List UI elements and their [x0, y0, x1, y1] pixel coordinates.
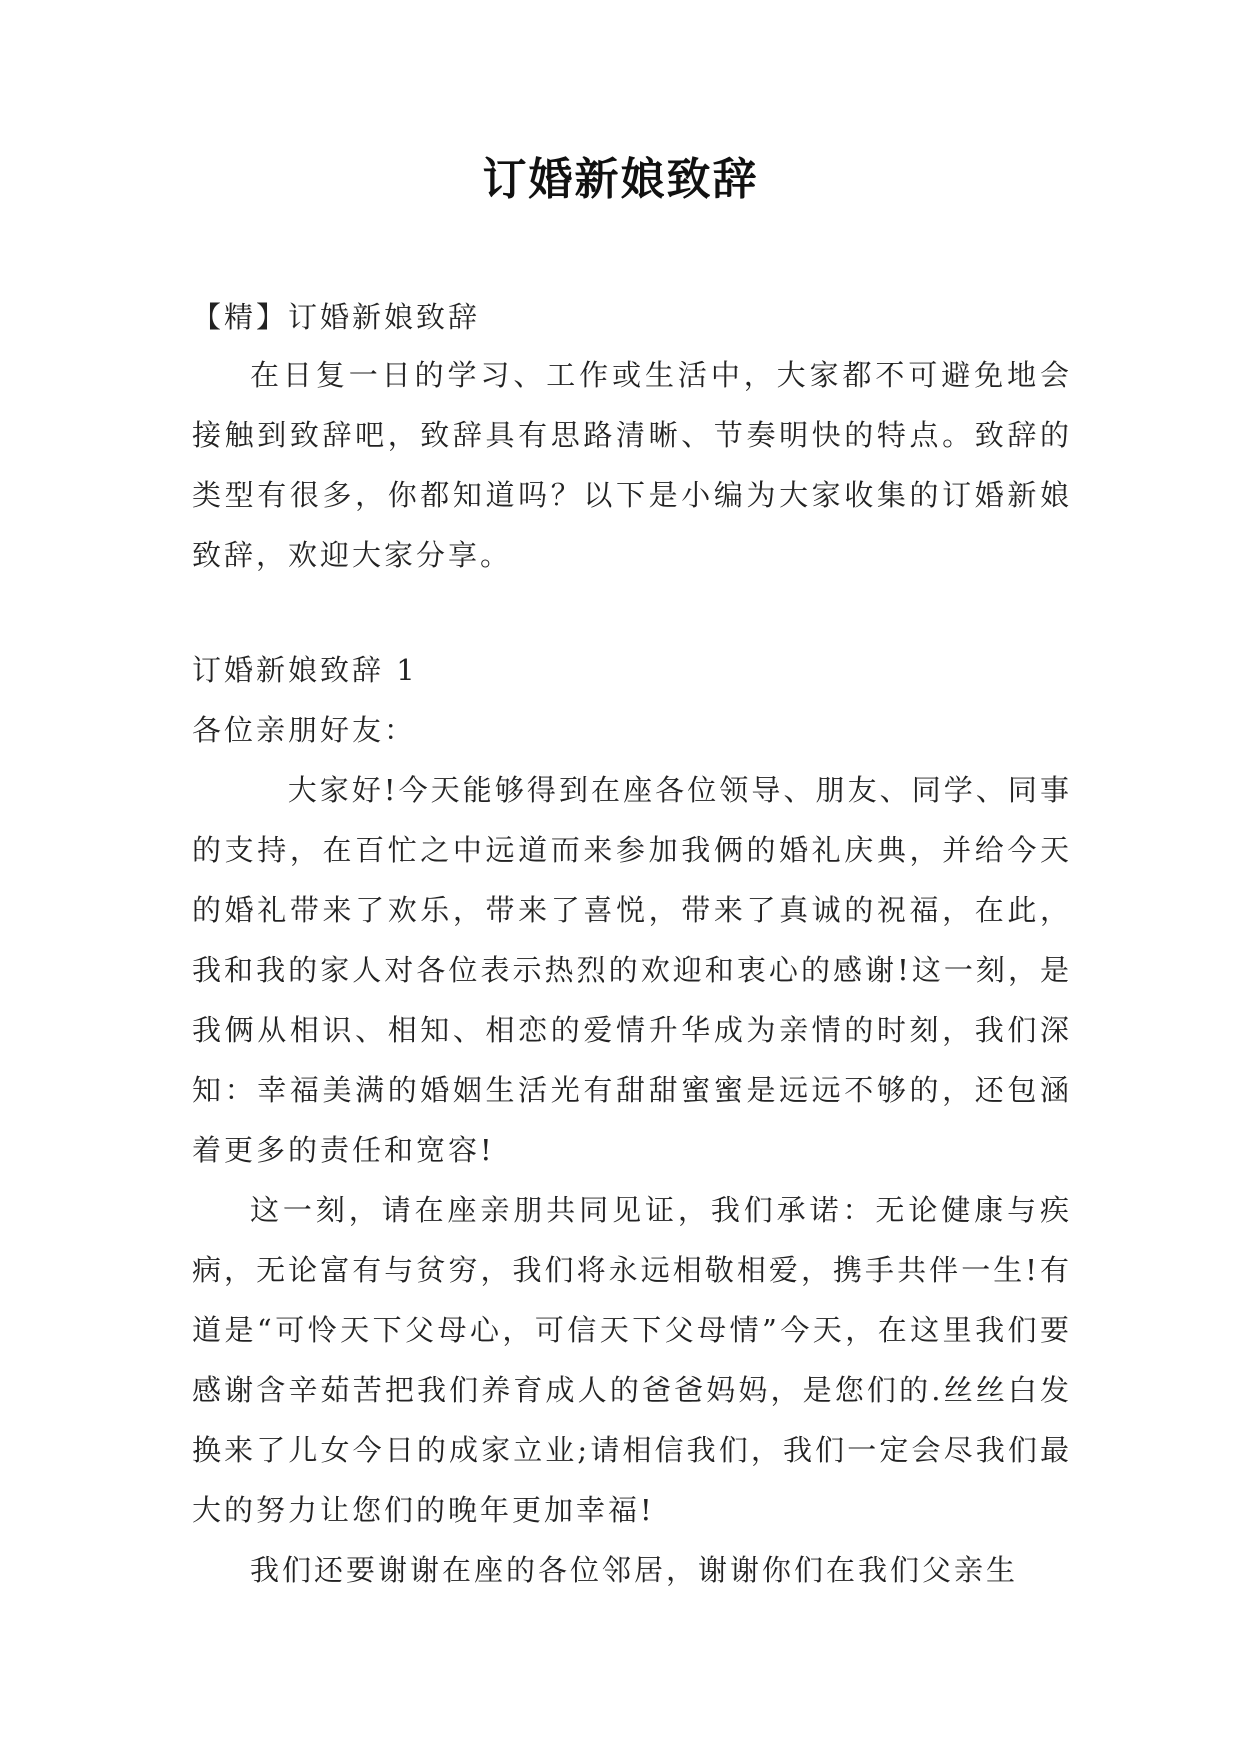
speech-paragraph-1: 大家好!今天能够得到在座各位领导、朋友、同学、同事的支持，在百忙之中远道而来参加我俩的婚礼庆典，并给今天的婚礼带来了欢乐，带来了喜悦，带来了真诚的祝福，在此，我和我的家人对各位表示热烈的欢迎和衷心的感谢!这一刻，是我俩从相识、相知、相恋的爱情升华成为亲情的时刻，我们深知：幸福美满的婚姻生活光有甜甜蜜蜜是远远不够的，还包涵着更多的责任和宽容!	[192, 773, 1072, 1167]
intro-section	[192, 345, 1072, 585]
section-heading: 订婚新娘致辞 1	[192, 653, 418, 687]
document-subtitle	[192, 287, 1072, 347]
intro-paragraph: 在日复一日的学习、工作或生活中，大家都不可避免地会接触到致辞吧，致辞具有思路清晰、节奏明快的特点。致辞的类型有很多，你都知道吗？以下是小编为大家收集的订婚新娘致辞，欢迎大家分享。	[192, 358, 1072, 572]
speech-section	[192, 640, 1072, 1600]
subtitle-text: 【精】订婚新娘致辞	[192, 300, 481, 334]
greeting-line: 各位亲朋好友：	[192, 713, 417, 747]
speech-paragraph-2: 这一刻，请在座亲朋共同见证，我们承诺：无论健康与疾病，无论富有与贫穷，我们将永远相敬相爱，携手共伴一生!有道是“可怜天下父母心，可信天下父母情”今天，在这里我们要感谢含辛茹苦把我们养育成人的爸爸妈妈，是您们的.丝丝白发换来了儿女今日的成家立业;请相信我们，我们一定会尽我们最大的努力让您们的晚年更加幸福!	[192, 1193, 1072, 1527]
speech-paragraph-3: 我们还要谢谢在座的各位邻居，谢谢你们在我们父亲生	[250, 1553, 1019, 1587]
document-title: 订婚新娘致辞	[482, 154, 759, 205]
